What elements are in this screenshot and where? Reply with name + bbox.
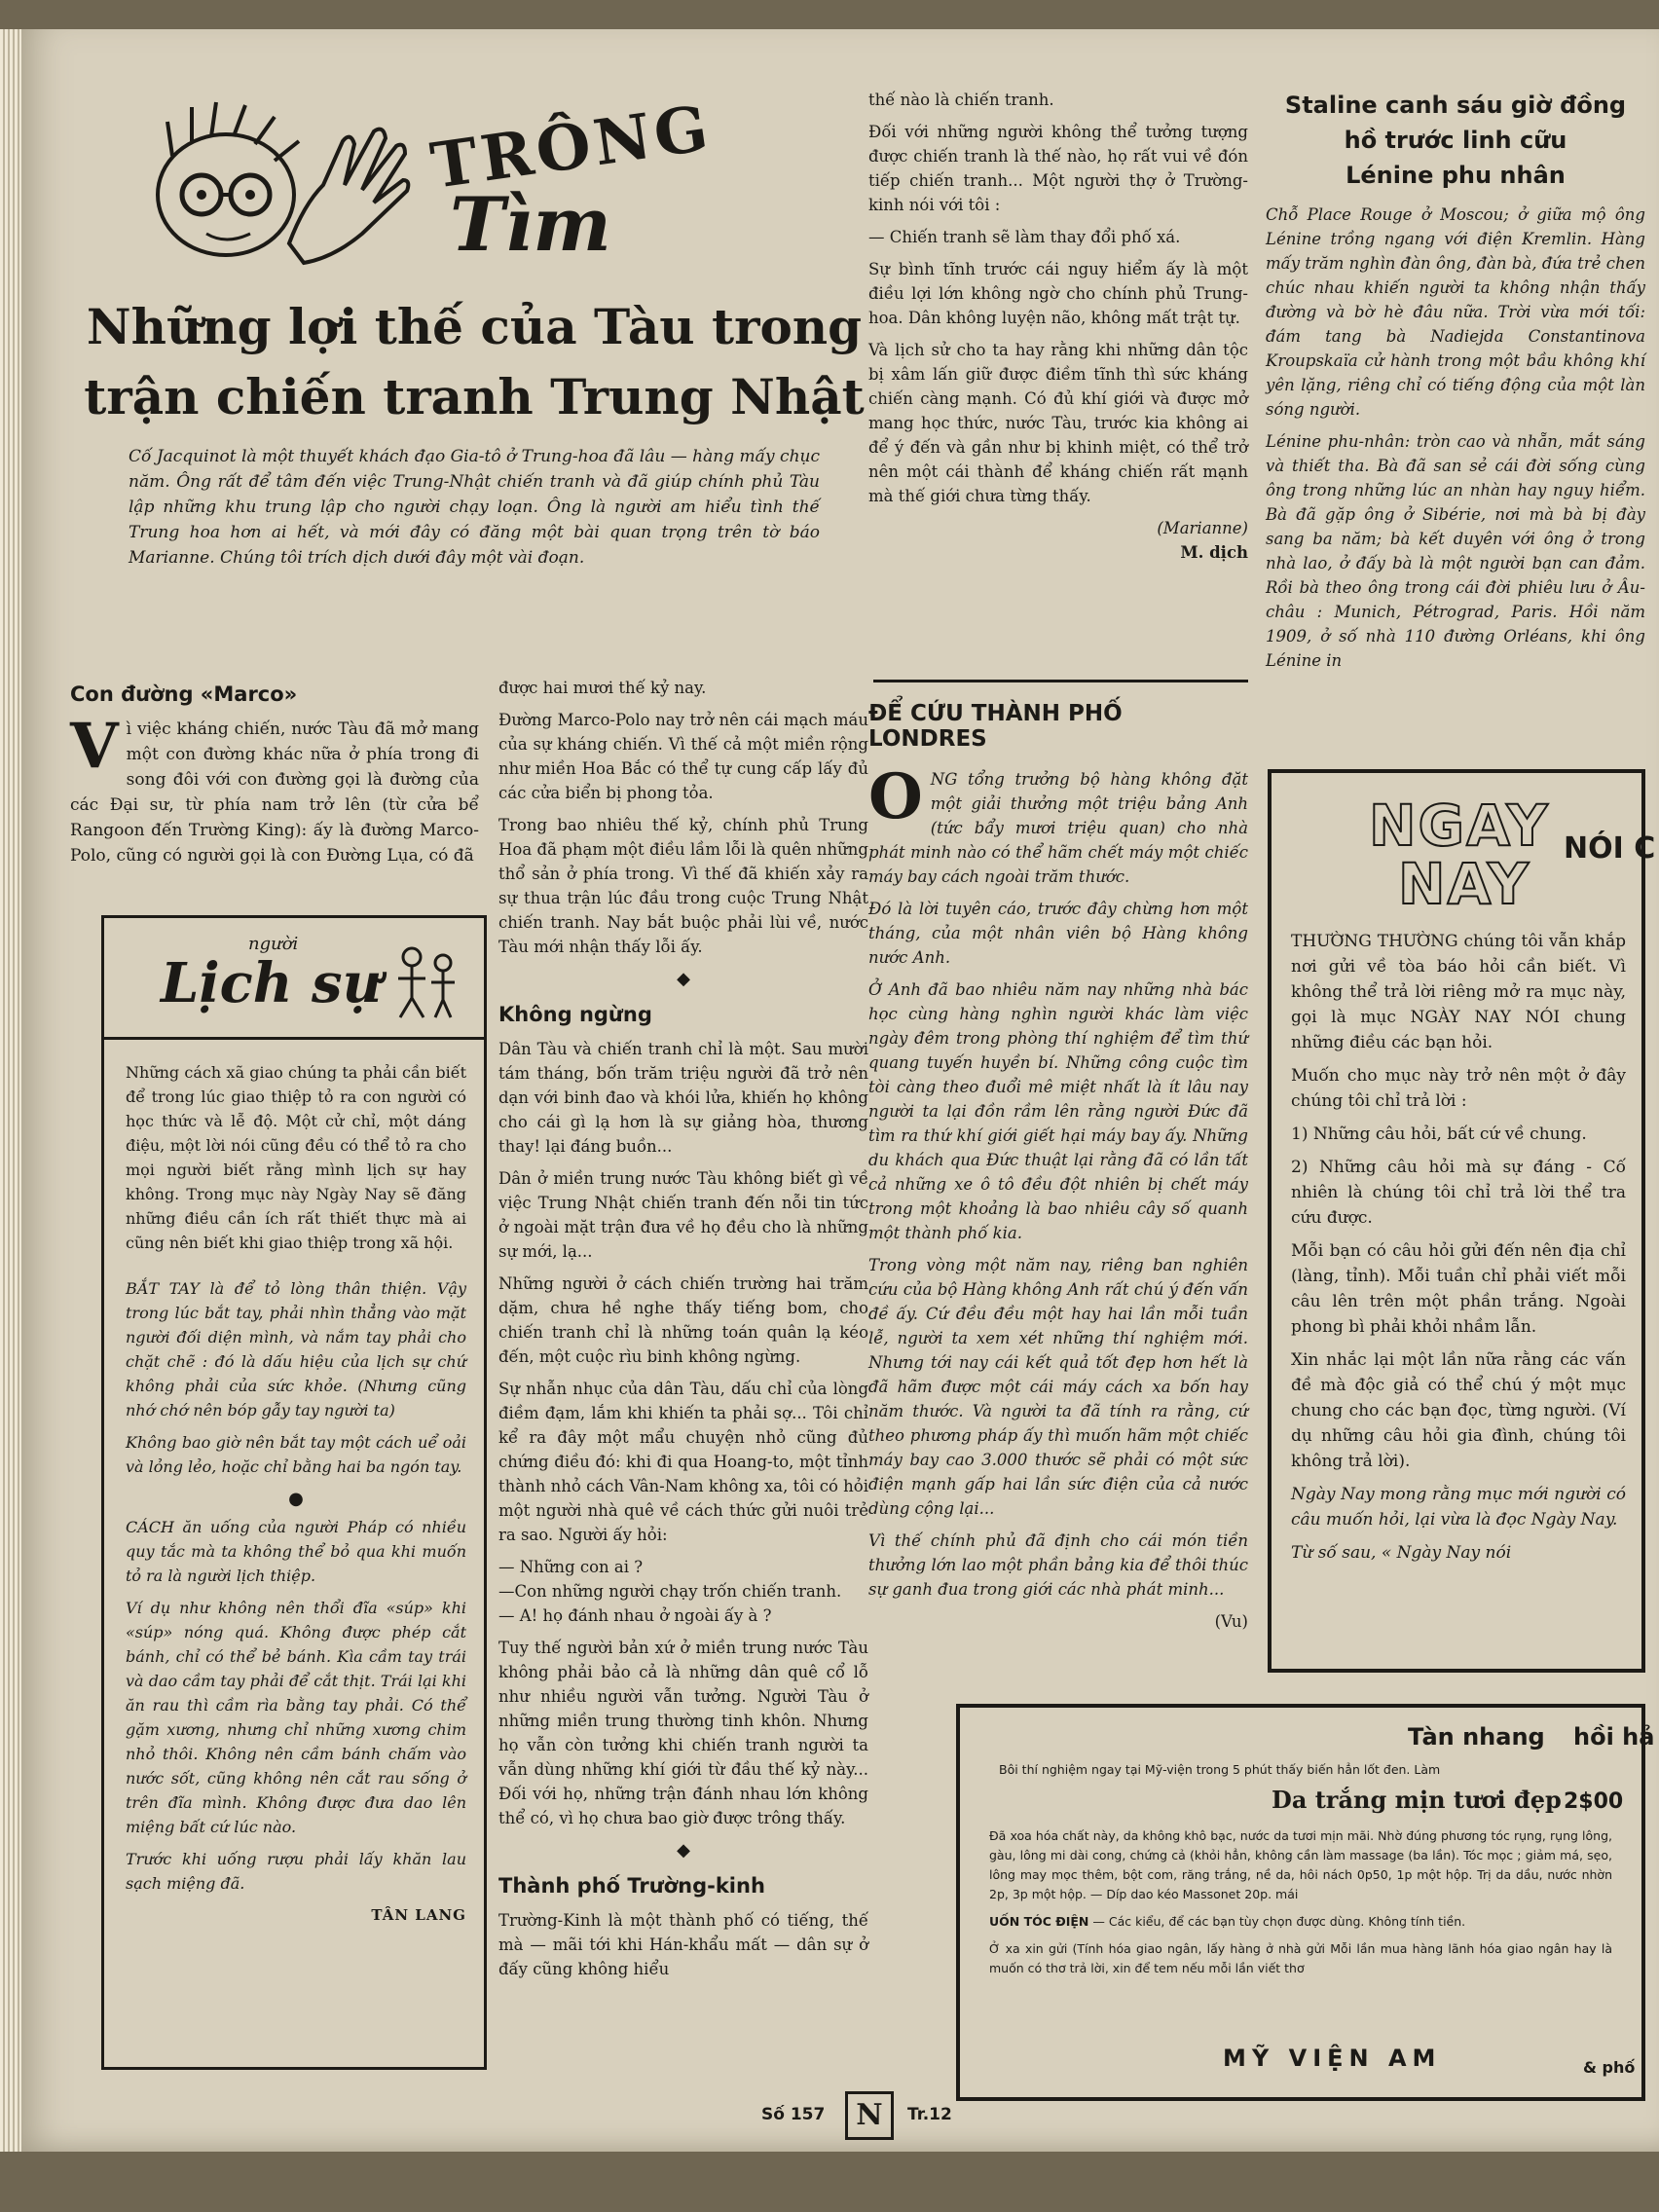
column-header — [119, 88, 717, 273]
section-heading-truong-kinh: Thành phố Trường-kinh — [498, 1874, 765, 1898]
article-translator: M. dịch — [1180, 543, 1248, 562]
page-number: Tr.12 — [907, 2105, 952, 2124]
etiquette-p1: BẮT TAY là để tỏ lòng thân thiện. Vậy trong lúc bắt tay, phải nhìn thẳng vào mặt người đối diện mình, và nắm tay phải cho chặt chẽ : đó là dấu hiệu của lịch sự chứ không phải của sức khỏe. (Nhưng cũng nhớ chớ nên bóp gẫy tay người ta) — [126, 1279, 466, 1419]
col2-p2: Đường Marco-Polo nay trở nên cái mạch máu của sự kháng chiến. Vì thế cả một miền rộng như miền Hoa Bắc có thể tự cung cấp lấy đủ các cửa biển bị phong tỏa. — [498, 711, 868, 802]
section2-p4: Sự nhẫn nhục của dân Tàu, dấu chỉ của lòng điềm đạm, lắm khi khiến ta phải sợ... Tôi chỉ kể ra đây một mẩu chuyện nhỏ cũng đủ chứng điều đó: khi đi qua Hoang-to, một tỉnh thành nhỏ cách Vân-Nam không xa, tôi có hỏi một người nhà quê về cách thức gửi nuôi trẻ ra sao. Người ấy hỏi: — [498, 1380, 868, 1544]
etiquette-logo — [122, 918, 466, 1035]
col3-p3: — Chiến tranh sẽ làm thay đổi phố xá. — [868, 228, 1181, 246]
ngaynay-p4: 2) Những câu hỏi mà sự đáng - Cố nhiên là chúng tôi chỉ trả lời thể tra cứu được. — [1291, 1158, 1626, 1228]
column-3-top — [868, 88, 1248, 565]
figures-icon — [385, 943, 462, 1021]
section2-q2: —Con những người chạy trốn chiến tranh. — [498, 1582, 842, 1601]
section2-p3: Những người ở cách chiến trường hai trăm dặm, chưa hề nghe thấy tiếng bom, cho chiến tranh chỉ là những toán quân lạ kéo đến, một cuộc rìu binh không ngừng. — [498, 1274, 868, 1366]
section2-p2: Dân ở miền trung nước Tàu không biết gì về việc Trung Nhật chiến tranh đến nỗi tin tức ở ngoài mặt trận đưa về họ đều cho là những sự mới, lạ... — [498, 1169, 868, 1261]
staline-article — [1266, 88, 1645, 681]
col3-p1: thế nào là chiến tranh. — [868, 91, 1054, 109]
col2-p3: Trong bao nhiêu thế kỷ, chính phủ Trung Hoa đã phạm một điều lầm lỗi là quên những thổ sản ở phía trong. Vì thế đã khiến xảy ra sự thua trận lúc đầu trong cuộc Trung Nhật chiến tranh. Nay bắt buộc phải lùi về, nước Tàu mới nhận thấy lỗi ấy. — [498, 816, 868, 956]
column-2 — [498, 676, 868, 1989]
ad-p2: — Các kiểu, để các bạn tùy chọn được dùng. Không tính tiền. — [1092, 1914, 1466, 1929]
ad-subtitle: Bôi thí nghiệm ngay tại Mỹ-viện trong 5 phút thấy biến hẳn lốt đen. Làm — [999, 1762, 1441, 1777]
ngaynay-box — [1268, 769, 1656, 1673]
column-1-top — [70, 670, 479, 876]
ad-p1: Đã xoa hóa chất này, da không khô bạc, nước da tươi mịn mãi. Nhờ đúng phương tóc rụng, rụng lông, gàu, lông mi dài cong, chứng cả (khỏi hẳn, không cần làm massage (ba lần). Tóc mọc ; giảm má, sẹo, lông may mọc thêm, bột com, răng trắng, nề da, hôi nách 0p50, 1p một hộp. Trị da dầu, nước nhờn 2p, 3p một hộp. — Díp dao kéo Massonet 20p. mái — [989, 1828, 1612, 1901]
logo-title: Lịch sự — [161, 951, 383, 1015]
col2-p1: được hai mươi thế kỷ nay. — [498, 679, 707, 697]
london-body — [868, 760, 1248, 1634]
london-signature: (Vu) — [1214, 1612, 1248, 1631]
london-p1: NG tổng trưởng bộ hàng không đặt một giải thưởng một triệu bảng Anh (tức bẩy mươi triệu quan) cho nhà phát minh nào có thể hãm chết máy một chiếc máy bay cách ngoài trăm thước. — [868, 770, 1248, 886]
ngaynay-p7: Ngày Nay mong rằng mục mới người có câu muốn hỏi, lại vừa là đọc Ngày Nay. — [1291, 1485, 1626, 1530]
ngaynay-p6: Xin nhắc lại một lần nữa rằng các vấn đề mà độc giả có thể chú ý một mục chung cho các bạn đọc, từng người. (Ví dụ những câu hỏi gia đình, chúng tôi không trả lời). — [1291, 1350, 1626, 1471]
ngaynay-body — [1272, 929, 1641, 1566]
etiquette-box — [101, 915, 487, 2070]
section3-p1: Trường-Kinh là một thành phố có tiếng, thế mà — mãi tới khi Hán-khẩu mất — dân sự ở đấy cũng không hiểu — [498, 1911, 868, 1978]
staline-body — [1266, 203, 1645, 673]
separator-diamond-2: ◆ — [677, 1840, 690, 1861]
ngaynay-p5: Mỗi bạn có câu hỏi gửi đến nên địa chỉ (làng, tỉnh). Mỗi tuần chỉ phải viết mỗi câu lên trên một phần trắng. Ngoài phong bì phải khỏi nhầm lẫn. — [1291, 1241, 1626, 1337]
section2-q1: — Những con ai ? — [498, 1558, 644, 1576]
ngaynay-p2: Muốn cho mục này trở nên một ở đây chúng tôi chỉ trả lời : — [1291, 1066, 1626, 1111]
etiquette-divider — [104, 1037, 484, 1040]
london-p5: Vì thế chính phủ đã định cho cái món tiền thưởng lớn lao một phần bảng kia để thôi thúc sự ganh đua trong giới các nhà phát minh... — [868, 1531, 1248, 1599]
col3-p5: Và lịch sử cho ta hay rằng khi những dân tộc bị xâm lấn giữ được điềm tĩnh thì sức kháng chiến càng mạnh. Có đủ khí giới và được mở mang học thức, nước Tàu, trước kia không ai để ý đến và gần như bị khinh miệt, có thể trở nên một cái thành để kháng chiến rất mạnh mà thế giới chưa từng thấy. — [868, 341, 1248, 505]
dropcap-v: V — [70, 710, 119, 783]
newspaper-page — [21, 29, 1659, 2152]
section1-paragraph: ì việc kháng chiến, nước Tàu đã mở mang một con đường khác nữa ở phía trong đi song đôi với con đường gọi là đường của các Đại sư, từ phía nam trở lên (từ cửa bể Rangoon đến Trường King): ấy là đường Marco-Polo, cũng có người gọi là con Đường Lụa, có đã — [70, 719, 479, 866]
title-line-1: Những lợi thế của Tàu trong — [86, 298, 863, 355]
staline-title — [1266, 88, 1645, 193]
ad-side-text-2: & phố — [1583, 2058, 1636, 2077]
main-article-title — [70, 292, 878, 432]
london-article — [868, 701, 1248, 1634]
main-article-intro: Cố Jacquinot là một thuyết khách đạo Gia-tô ở Trung-hoa đã lâu — hàng mấy chục năm. Ông rất để tâm đến việc Trung-Nhật chiến tranh và đã giúp chính phủ Tàu lập những khu trung lập cho người chạy loạn. Ông là người am hiểu tình thế Trung hoa hơn ai hết, và mới đây có đăng một bài quan trọng trên tờ báo Marianne. Chúng tôi trích dịch dưới đây một vài đoạn. — [129, 447, 820, 568]
ngaynay-logo — [1272, 773, 1656, 929]
separator-dot: ● — [288, 1489, 304, 1509]
ngaynay-logo-line-1: NGAY — [1369, 793, 1550, 859]
header-title-trong: TRÔNG — [426, 92, 717, 203]
staline-title-line-2: hồ trước linh cữu — [1344, 127, 1567, 154]
staline-p2: Lénine phu-nhân: tròn cao và nhẵn, mắt sáng và thiết tha. Bà đã san sẻ cái đời sống cùng ông trong những lúc an nhàn hay nguy hiểm. Bà đã gặp ông ở Sibérie, nơi mà bà bị đày sang ba năm; bà kết duyên với ông ở trong nhà lao, ở đấy bà là một người bạn can đảm. Rồi bà theo ông trong cái đời phiêu lưu ở Âu-châu : Munich, Pétrograd, Paris. Hồi năm 1909, ở số nhà 110 đường Orléans, khi ông Lénine in — [1266, 432, 1645, 670]
staline-p1: Chỗ Place Rouge ở Moscou; ở giữa mộ ông Lénine trồng ngang với điện Kremlin. Hàng mấy trăm nghìn đàn ông, đàn bà, đứa trẻ chen chúc nhau khiến người ta không nhận thấy đường và bờ hè đâu nữa. Trời vừa mới tối: đám tang bà Nadiejda Constantinova Kroupskaïa cử hành trong một bầu không khí yên lặng, riêng chỉ có tiếng động của một làn sóng người. — [1266, 205, 1645, 419]
ngaynay-p3: 1) Những câu hỏi, bất cứ về chung. — [1291, 1124, 1587, 1144]
beauty-ad-box — [956, 1704, 1655, 2101]
etiquette-signature: TÂN LANG — [371, 1906, 466, 1924]
ad-body — [989, 1826, 1612, 1986]
ngaynay-logo-line-2: NAY — [1398, 851, 1530, 917]
col3-p4: Sự bình tĩnh trước cái nguy hiểm ấy là một điều lợi lớn không ngờ cho chính phủ Trung-hoa. Dân không luyện não, không mất trật tự. — [868, 260, 1248, 327]
ad-price-tag: 2$00 — [1564, 1789, 1624, 1814]
staline-title-line-3: Lénine phu nhân — [1346, 162, 1566, 189]
etiquette-p4: Ví dụ như không nên thổi đĩa «súp» khi «súp» nóng quá. Không được phép cắt bánh, chỉ có thể bẻ bánh. Kìa cầm tay trái và dao cầm tay phải để cắt thịt. Trái lại khi ăn rau thì cầm rìa bằng tay phải. Có thể gặm xương, nhưng chỉ những xương chim nhỏ thôi. Không nên cầm bánh chấm vào nước sốt, cũng không nên cắt rau sống ở trên đĩa mình. Không được đưa dao lên miệng bất cứ lúc nào. — [126, 1599, 466, 1836]
ad-p2-label: UỐN TÓC ĐIỆN — [989, 1914, 1089, 1929]
dropcap-o: O — [868, 760, 923, 833]
london-title: ĐỂ CỨU THÀNH PHỐ LONDRES — [868, 701, 1123, 752]
header-title-tim: Tìm — [450, 181, 611, 268]
section2-q3: — A! họ đánh nhau ở ngoài ấy à ? — [498, 1606, 772, 1625]
staline-title-line-1: Staline canh sáu giờ đồng — [1284, 92, 1627, 119]
section2-p5: Tuy thế người bản xứ ở miền trung nước Tàu không phải bảo cả là những dân quê cổ lỗ như nhiều người vẫn tưởng. Người Tàu ở những miền trung thường tinh khôn. Nhưng họ vẫn còn tưởng khi chiến tranh người ta vẫn dùng những khí giới từ đầu thế kỷ này... Đối với họ, những trận đánh nhau lớn không thể có, vì họ chưa bao giờ được trông thấy. — [498, 1639, 868, 1827]
ad-side-text: hồi hả — [1573, 1723, 1655, 1751]
section2-p1: Dân Tàu và chiến tranh chỉ là một. Sau mười tám tháng, bốn trăm triệu người đã trở nên dạn với binh đao và khói lửa, khiến họ không cho cái gì lạ hơn là sự giảng hòa, thương thay! lại đáng buồn... — [498, 1040, 868, 1156]
publication-logo: N — [845, 2091, 894, 2140]
etiquette-p5: Trước khi uống rượu phải lấy khăn lau sạch miệng đã. — [126, 1850, 466, 1893]
ngaynay-p1: THƯỜNG THƯỜNG chúng tôi vẫn khắp nơi gửi về tòa báo hỏi cần biết. Vì không thể trả lời riêng mở ra mục này, gọi là mục NGÀY NAY NÓI chung những điều các bạn hỏi. — [1291, 932, 1626, 1052]
ad-brand: MỸ VIỆN AM — [1223, 2045, 1442, 2072]
title-line-2: trận chiến tranh Trung Nhật — [84, 368, 865, 425]
ad-p3: Ở xa xin gửi (Tính hóa giao ngân, lấy hàng ở nhà gửi Mỗi lần mua hàng lãnh hóa giao ngân hay là muốn có thơ trả lời, xin để tem nếu mỗi lần viết thơ — [989, 1941, 1612, 1975]
etiquette-body — [126, 1060, 466, 1928]
ngaynay-p8: Từ số sau, « Ngày Nay nói — [1291, 1543, 1512, 1563]
issue-number: Số 157 — [761, 2105, 826, 2124]
ad-headline: Da trắng mịn tươi đẹp — [1272, 1786, 1562, 1814]
london-p4: Trong vòng một năm nay, riêng ban nghiên cứu của bộ Hàng không Anh rất chú ý đến vấn đề ấy. Cứ đều đều một hay hai lần mỗi tuần lễ, người ta xem xét những thí nghiệm mới. Nhưng tới nay cái kết quả tốt đẹp hơn hết là đã hãm được một cái máy cách xa bốn hay năm thước. Và người ta đã tính ra rằng, cứ theo phương pháp ấy thì muốn hãm một chiếc máy bay cao 3.000 thước sẽ phải có một sức điện mạnh gấp hai lần sức điện của cả nước dùng cộng lại... — [868, 1256, 1248, 1518]
separator-diamond: ◆ — [677, 969, 690, 989]
col3-p2: Đối với những người không thể tưởng tượng được chiến tranh là thế nào, họ rất vui về đón tiếp chiến tranh... Một người thợ ở Trường-kinh nói với tôi : — [868, 123, 1248, 214]
london-p3: Ở Anh đã bao nhiêu năm nay những nhà bác học cùng hàng nghìn người khác làm việc ngày đêm trong phòng thí nghiệm để tìm thứ quang tuyến huyền bí. Những công cuộc tìm tòi càng theo đuổi mê miệt nhất là ít lâu nay người ta lại đồn rầm lên rằng người Đức đã tìm ra thứ khí giới giết hại máy bay ấy. Những du khách qua Đức thuật lại rằng đã có lần tất cả những xe ô tô đều đột nhiên bị chết máy trong một khoảng là bao nhiêu cây số quanh một thành phố kia. — [868, 980, 1248, 1242]
etiquette-p2: Không bao giờ nên bắt tay một cách uể oải và lỏng lẻo, hoặc chỉ bằng hai ba ngón tay. — [126, 1433, 466, 1476]
section-heading-khong-ngung: Không ngừng — [498, 1003, 652, 1026]
etiquette-intro: Những cách xã giao chúng ta phải cần biết để trong lúc giao thiệp tỏ ra con người có học thức và lễ độ. Một cử chỉ, một dáng điệu, một lời nói cũng đều có thể tỏ ra cho mọi người biết rằng mình lịch sự hay không. Trong mục này Ngày Nay sẽ đăng những điều cần ích rất thiết thực mà ai cũng nên biết khi giao thiệp trong xã hội. — [126, 1063, 466, 1252]
page-footer — [761, 2091, 1034, 2140]
ngaynay-logo-suffix: NÓI C — [1564, 831, 1656, 866]
logo-small-text: người — [248, 934, 299, 954]
ad-title: Tàn nhang — [1408, 1723, 1545, 1751]
section-heading-marco: Con đường «Marco» — [70, 682, 298, 706]
london-p2: Đó là lời tuyên cáo, trước đây chừng hơn một tháng, của một nhân viên bộ Hàng không nước Anh. — [868, 900, 1248, 967]
article-source: (Marianne) — [1157, 519, 1248, 537]
divider-london — [873, 680, 1248, 682]
etiquette-p3: CÁCH ăn uống của người Pháp có nhiều quy tắc mà ta không thể bỏ qua khi muốn tỏ ra là người lịch thiệp. — [126, 1518, 466, 1585]
